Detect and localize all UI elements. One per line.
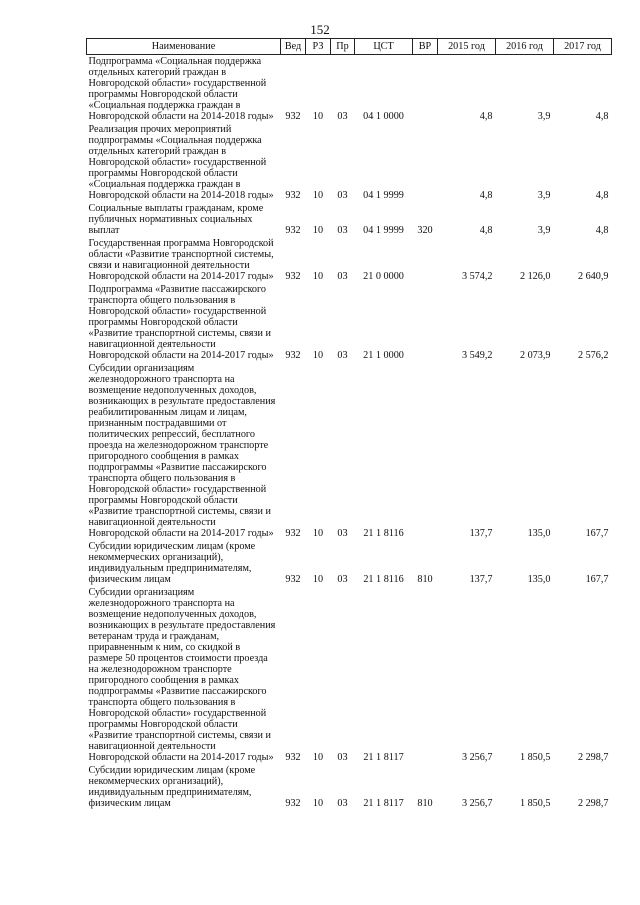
table-row [87, 586, 612, 764]
table-row [87, 362, 612, 540]
cell-vr: 320 [417, 225, 433, 236]
cell-2017: 167,7 [585, 574, 609, 585]
table-row [87, 55, 612, 124]
cell-cst: 04 1 9999 [363, 190, 404, 201]
cell-2015: 3 549,2 [461, 350, 493, 361]
cell-ved: 932 [285, 225, 301, 236]
cell-rz: 10 [312, 574, 324, 585]
table-row [87, 540, 612, 586]
cell-2015: 4,8 [479, 225, 493, 236]
cell-ved: 932 [285, 752, 301, 763]
header-vr: ВР [413, 39, 438, 55]
cell-rz: 10 [312, 752, 324, 763]
cell-2017: 2 576,2 [577, 350, 609, 361]
cell-pr: 03 [337, 271, 348, 282]
header-2015: 2015 год [438, 39, 496, 55]
cell-pr: 03 [337, 574, 348, 585]
cell-vr [413, 55, 438, 124]
table-body [87, 55, 612, 811]
cell-2017: 4,8 [595, 190, 609, 201]
cell-cst: 21 1 8117 [363, 798, 404, 809]
table-row [87, 283, 612, 362]
cell-vr [413, 237, 438, 283]
cell-ved: 932 [285, 111, 301, 122]
cell-2017: 2 640,9 [577, 271, 609, 282]
cell-vr [413, 283, 438, 362]
cell-name: Субсидии организациям железнодорожного транспорта на возмещение недополученных доходов, возникающих в результате предоставления ветеранам труда и гражданам, приравненным к ним, со скидкой в размере 50 процентов стоимости проезда на железнодорожном транспорте пригородного сообщения в рамках подпрограммы «Развитие пассажирского транспорта общего пользования в Новгородской области» государственной программы Новгородской области «Развитие транспортной системы, связи и навигационной деятельности Новгородской области на 2014-2017 годы» [88, 587, 276, 763]
cell-2015: 3 256,7 [461, 752, 493, 763]
cell-2015: 3 574,2 [461, 271, 493, 282]
header-rz: РЗ [306, 39, 331, 55]
cell-vr [413, 586, 438, 764]
cell-vr [413, 123, 438, 202]
cell-vr [413, 362, 438, 540]
table-row [87, 123, 612, 202]
cell-2015: 4,8 [479, 111, 493, 122]
header-pr: Пр [331, 39, 355, 55]
cell-name: Реализация прочих мероприятий подпрограммы «Социальная поддержка отдельных категорий граждан в Новгородской области» государственной программы Новгородской области «Социальная поддержка граждан в Новгородской области на 2014-2018 годы» [88, 124, 274, 201]
header-cst: ЦСТ [355, 39, 413, 55]
cell-pr: 03 [337, 798, 348, 809]
cell-name: Подпрограмма «Развитие пассажирского транспорта общего пользования в Новгородской области» государственной программы Новгородской области «Развитие транспортной системы, связи и навигационной деятельности Новгородской области на 2014-2017 годы» [88, 284, 274, 361]
cell-2015: 137,7 [469, 574, 493, 585]
cell-cst: 04 1 9999 [363, 225, 404, 236]
cell-name: Субсидии организациям железнодорожного транспорта на возмещение недополученных доходов, возникающих в результате предоставления реабилитированным лицам и лицам, признанным пострадавшими от политических репрессий, бесплатного проезда на железнодорожном транспорте пригородного сообщения в рамках подпрограммы «Развитие пассажирского транспорта общего пользования в Новгородской области» государственной программы Новгородской области «Развитие транспортной системы, связи и навигационной деятельности Новгородской области на 2014-2017 годы» [88, 363, 276, 539]
cell-2016: 2 126,0 [519, 271, 551, 282]
cell-name: Субсидии юридическим лицам (кроме некоммерческих организаций), индивидуальным предпринимателям, физическим лицам [88, 541, 256, 585]
cell-2016: 3,9 [537, 111, 551, 122]
cell-vr: 810 [417, 798, 433, 809]
cell-rz: 10 [312, 225, 324, 236]
cell-pr: 03 [337, 350, 348, 361]
cell-2017: 2 298,7 [577, 752, 609, 763]
page-number: 152 [310, 22, 330, 37]
cell-pr: 03 [337, 111, 348, 122]
cell-ved: 932 [285, 190, 301, 201]
cell-2015: 4,8 [479, 190, 493, 201]
cell-rz: 10 [312, 190, 324, 201]
cell-2017: 167,7 [585, 528, 609, 539]
cell-cst: 04 1 0000 [363, 111, 404, 122]
cell-cst: 21 0 0000 [363, 271, 404, 282]
cell-cst: 21 1 0000 [363, 350, 404, 361]
cell-2017: 4,8 [595, 225, 609, 236]
cell-ved: 932 [285, 798, 301, 809]
cell-rz: 10 [312, 111, 324, 122]
table-row [87, 237, 612, 283]
cell-name: Субсидии юридическим лицам (кроме некоммерческих организаций), индивидуальным предпринимателям, физическим лицам [88, 765, 256, 809]
cell-cst: 21 1 8116 [363, 574, 404, 585]
cell-vr: 810 [417, 574, 433, 585]
cell-ved: 932 [285, 271, 301, 282]
cell-name: Государственная программа Новгородской области «Развитие транспортной системы, связи и навигационной деятельности Новгородской области на 2014-2017 годы» [88, 238, 274, 282]
cell-rz: 10 [312, 798, 324, 809]
cell-2016: 3,9 [537, 190, 551, 201]
cell-2016: 135,0 [527, 574, 551, 585]
cell-rz: 10 [312, 350, 324, 361]
cell-pr: 03 [337, 528, 348, 539]
cell-rz: 10 [312, 271, 324, 282]
cell-2016: 1 850,5 [519, 752, 551, 763]
cell-name: Социальные выплаты гражданам, кроме публичных нормативных социальных выплат [88, 203, 264, 236]
cell-pr: 03 [337, 190, 348, 201]
cell-2017: 4,8 [595, 111, 609, 122]
table-header-row [87, 39, 612, 55]
cell-cst: 21 1 8117 [363, 752, 404, 763]
table-row [87, 764, 612, 810]
header-name: Наименование [87, 39, 281, 55]
cell-rz: 10 [312, 528, 324, 539]
cell-name: Подпрограмма «Социальная поддержка отдельных категорий граждан в Новгородской области» государственной программы Новгородской области «Социальная поддержка граждан в Новгородской области на 2014-2018 годы» [88, 56, 274, 122]
cell-2017: 2 298,7 [577, 798, 609, 809]
cell-ved: 932 [285, 528, 301, 539]
cell-2016: 3,9 [537, 225, 551, 236]
cell-ved: 932 [285, 350, 301, 361]
cell-cst: 21 1 8116 [363, 528, 404, 539]
table-row [87, 202, 612, 237]
cell-2016: 1 850,5 [519, 798, 551, 809]
cell-ved: 932 [285, 574, 301, 585]
header-ved: Вед [281, 39, 306, 55]
cell-pr: 03 [337, 752, 348, 763]
cell-2015: 137,7 [469, 528, 493, 539]
cell-pr: 03 [337, 225, 348, 236]
cell-2016: 2 073,9 [519, 350, 551, 361]
budget-table [86, 38, 612, 810]
header-2017: 2017 год [554, 39, 612, 55]
header-2016: 2016 год [496, 39, 554, 55]
cell-2015: 3 256,7 [461, 798, 493, 809]
cell-2016: 135,0 [527, 528, 551, 539]
